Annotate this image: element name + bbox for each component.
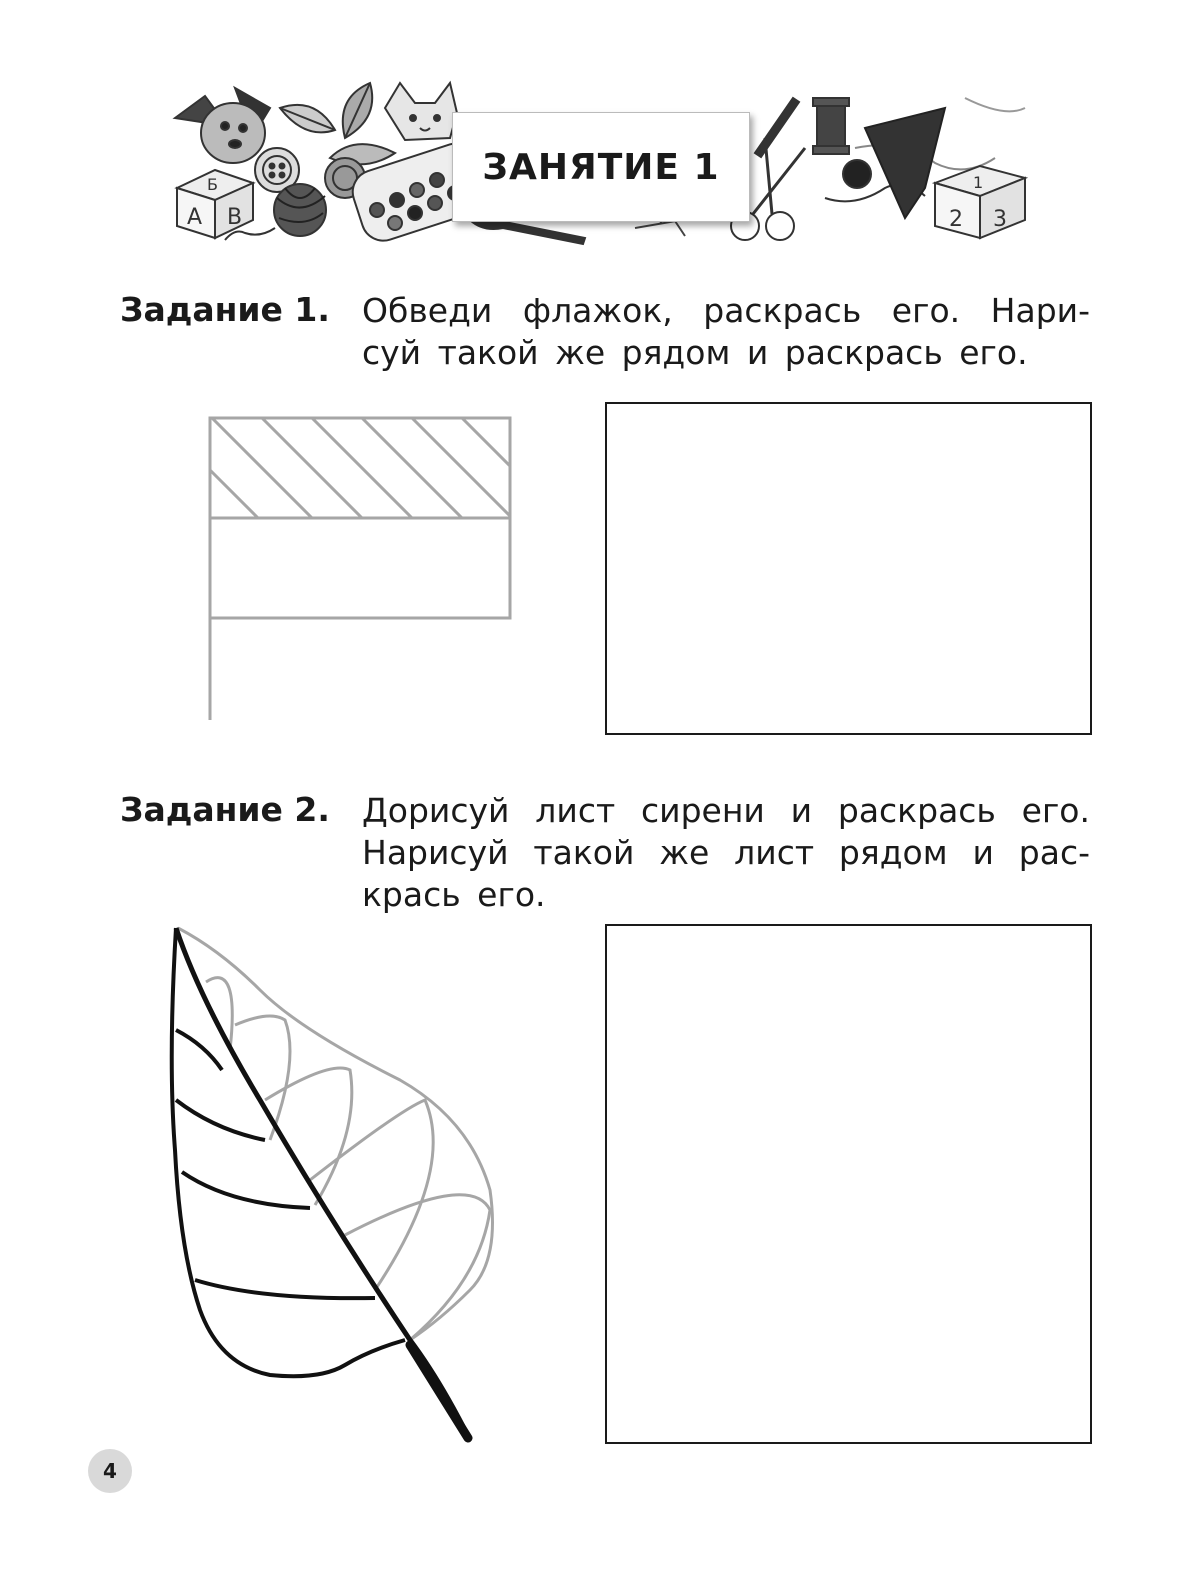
instruction-line: крась его. <box>362 875 546 914</box>
decor-shape <box>865 108 945 218</box>
task-label: Задание 2. <box>120 790 330 829</box>
flag-outline <box>200 410 520 730</box>
drawing-box-task-1[interactable] <box>605 402 1092 735</box>
number-block-icon <box>935 166 1025 238</box>
instruction-line: Дорисуй лист сирени и раскрась его. <box>362 791 1090 830</box>
lesson-title-card <box>452 112 750 222</box>
lesson-title: ЗАНЯТИЕ 1 <box>482 146 720 188</box>
flag-hatching <box>210 418 520 518</box>
block-digit: 3 <box>993 207 1007 232</box>
block-letter: Б <box>207 175 218 194</box>
dog-icon <box>175 88 270 163</box>
block-digit: 1 <box>973 173 984 192</box>
task-label: Задание 1. <box>120 290 330 329</box>
leaf-drawn-half <box>172 928 470 1440</box>
task-instructions <box>362 790 1090 916</box>
block-digit: 2 <box>949 207 963 232</box>
leaf-icon <box>280 83 395 164</box>
lilac-leaf-outline <box>160 918 520 1448</box>
instruction-line: суй такой же рядом и раскрась его. <box>362 333 1028 372</box>
page-number: 4 <box>103 1459 117 1483</box>
drawing-box-task-2[interactable] <box>605 924 1092 1444</box>
leaf-trace-half <box>178 928 493 1340</box>
instruction-line: Обведи флажок, раскрась его. Нари- <box>362 291 1090 330</box>
letter-block-icon <box>177 170 253 238</box>
pencil-icon <box>755 98 799 157</box>
cat-icon <box>385 83 457 140</box>
page-number-badge <box>88 1449 132 1493</box>
instruction-line: Нарисуй такой же лист рядом и рас- <box>362 833 1090 872</box>
task-instructions <box>362 290 1090 374</box>
block-letter: В <box>227 205 243 230</box>
block-letter: А <box>187 205 203 230</box>
